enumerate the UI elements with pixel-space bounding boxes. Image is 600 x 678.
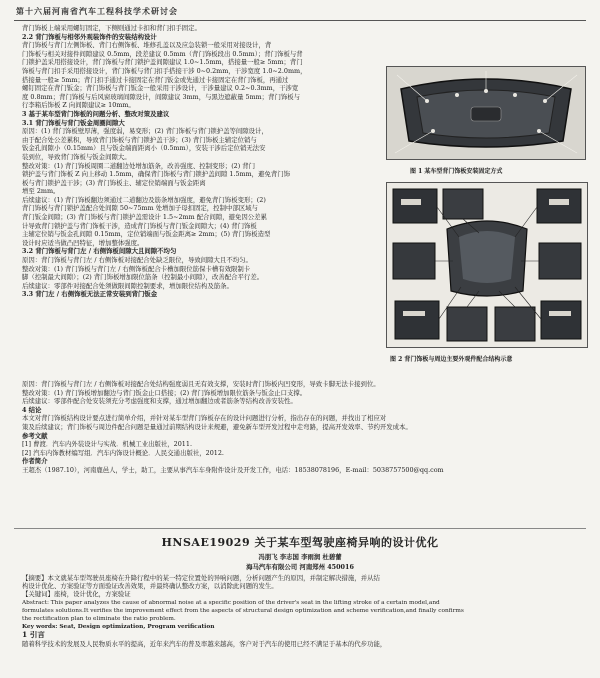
text-line: 原因：背门饰板与背门左 / 右侧饰板对接配合处结构强度弱且无有效支撑，安装时背门饰板内凹变形，导致卡脚无法卡接到位。 (22, 380, 380, 388)
section-heading: 3 基于某车型背门饰板的问题分析、整改对策及建议 (22, 109, 170, 118)
text-line: 增至 2mm。 (22, 187, 60, 196)
text-line: 背门饰板与背门锁护盖配合处间隙 50~75mm 处增加子母扣固定，控制中部区域与 (22, 204, 258, 213)
text-line: 门锁护盖采用搭接设计，背门饰板与背门锁护盖间隙建议 1.0~1.5mm，搭接量一般≥ 5mm；背门 (22, 58, 303, 67)
reference-item: [1] 曹渡．汽车内外装设计与实战．机械工业出版社，2011. (22, 440, 192, 449)
text-line: 计导致背门锁护盖与背门饰板干涉，造成背门饰板与背门钣金间隙大；(4) 背门饰板 (22, 221, 257, 230)
figure-1-drawing (387, 67, 585, 159)
section-heading: 3.3 背门左 / 右侧饰板无法正常安装到背门钣金 (22, 290, 158, 299)
text-line: 度 0.8mm；背门饰板与后风窗玻璃间隙设计，间隙建议 3mm，与黑边遮蔽量 5mm；背门饰板与 (22, 92, 301, 101)
abstract-en: formulates solutions.It verifies the improvement effect from the aspects of structural design optimization and scheme verification,and finally confirms (22, 607, 464, 614)
next-paper-title: HNSAE19029 关于某车型驾驶座椅异响的设计优化 (161, 536, 439, 549)
text-line: 脚（控制最大间隙）；(2) 背门饰板增加限位筋条（控制最小间隙），改善配合平行差。 (22, 273, 264, 282)
figure-1-caption: 图 1 某车型背门饰板安装固定方式 (410, 168, 503, 175)
text-line: 饰板与背门扣手采用搭接设计，背门饰板与背门扣手搭接干涉 0~0.2mm，干涉宽度 1.0~2.0mm， (22, 66, 307, 75)
next-paper-authors: 冯朋飞 李志国 李雨润 杜碧蕾 (258, 553, 342, 561)
abstract-en: Abstract: This paper analyzes the cause of abnormal noise at a specific position of the driver's seat in the lifting stroke of a certain model,and (22, 599, 440, 606)
references-heading: 参考文献 (22, 431, 48, 440)
text-line: 行李箱后饰板 Z 向间隙建议≥ 10mm。 (22, 101, 135, 110)
section-heading: 3.2 背门饰板与背门左 / 右侧饰板间隙大且间隙不均匀 (22, 247, 177, 256)
text-line: 后续建议：(1) 背门饰板翻边须通过二道翻边及筋条增加强度，避免背门饰板变形；(2) (22, 195, 266, 204)
page-header: 第十六届河南省汽车工程科技学术研讨会 (16, 6, 178, 16)
text-line: 由于配合处公差累积，导致背门饰板与背门锁护盖干涉；(3) 背门饰板主辅定位销与 (22, 135, 257, 144)
text-line: 搭接量一般≥ 5mm；背门扣手通过卡接固定在背门钣金或先通过卡接固定在背门饰板，再通过 (22, 75, 289, 84)
text-line: 整改对策：(1) 背门饰板周圈二道翻边处增加筋条，改善强度、控制变形；(2) 背门 (22, 161, 256, 170)
left-column (22, 24, 306, 299)
text-line: 后续建议：零部件配合处安装须充分考虑强度和支撑，通过增加翻边或者筋条等结构改善安装性。 (22, 397, 297, 406)
text-line: 门饰板与相关对接件间隙建议 0.5mm，段差建议 0.5mm（背门饰板段出 0.5mm）；背门饰板与背 (22, 49, 303, 58)
text-line: 板与背门锁护盖干涉；(3) 背门饰板主、辅定位销端面与钣金距离 (22, 178, 206, 187)
text-line: 螺钉固定在背门钣金；背门饰板与背门钣金一般采用干涉设计，干涉量建议 0.2~0.3mm，干涉宽 (22, 84, 299, 93)
section-heading: 1 引言 (22, 631, 45, 640)
reference-item: [2] 汽车内饰教材编写组．汽车内饰设计概论．人民交通出版社，2012. (22, 448, 224, 457)
abstract-en: the rectification plan to eliminate the ratio problem. (22, 616, 176, 623)
paper-divider (14, 528, 586, 529)
text-line: 主辅定位销与钣金孔间隙 0.15mm，定位销端面与钣金距离≥ 2mm；(5) 背门饰板造型 (22, 230, 271, 239)
section-heading: 4 结论 (22, 405, 42, 414)
text-line: 整改对策：(1) 背门饰板与背门左 / 右侧饰板配合卡槽加限位筋保卡槽有效限制卡 (22, 264, 251, 273)
abstract-cn: 【摘要】本文就某车型驾驶员座椅在升降行程中的某一特定位置处的异响问题，分析问题产生的原因，并制定解决措施，并从结 (22, 574, 380, 582)
figure-2-caption: 图 2 背门饰板与周边主要外观件配合结构示意 (390, 356, 513, 363)
text-line: 装到位，导致背门饰板与钣金间隙大。 (22, 152, 131, 161)
text-line: 背门饰板上端采用螺钉固定，下侧则通过卡扣和背门扣手固定。 (22, 24, 201, 32)
text-line: 原因：背门饰板与背门左 / 右侧饰板对接配合处缺乏限位，导致间隙大且不均匀。 (22, 256, 252, 265)
text-line: 原因：(1) 背门饰板壁厚薄，强度弱，易变形；(2) 背门饰板与背门锁护盖等间隙设计， (22, 127, 268, 136)
full-width-text (22, 380, 582, 475)
section-heading: 2.2 背门饰板与相邻外观装饰件的安装结构设计 (22, 32, 157, 41)
figure-2-drawing (387, 183, 587, 347)
author-bio: 王超杰（1987.10），河南鹿邑人，学士，助工，主要从事汽车车身附件设计及开发工作，电话：18538078196，E-mail：5038757500@qq.com (22, 465, 444, 474)
next-paper-abstract (22, 574, 582, 648)
text-line: 背门钣金间隙；(3) 背门饰板与背门锁护盖需设计 1.5~2mm 配合间隙，避免因公差累 (22, 213, 267, 222)
text-line: 钣金孔间隙小（0.15mm）且与钣金端面距离小（0.5mm），安装干涉后定位销无法安 (22, 144, 266, 153)
section-heading: 3.1 背门饰板与背门钣金周圈间隙大 (22, 118, 125, 127)
next-paper-affiliation: 海马汽车有限公司 河南郑州 450016 (246, 563, 354, 571)
abstract-cn: 构设计优化、方案验证等方面验证改善效果，并最终确认整改方案，以消除此问题的发生。 (22, 582, 278, 591)
header-rule (14, 20, 586, 21)
author-bio-heading: 作者简介 (22, 457, 48, 466)
text-line: 本文对背门饰板结构设计要点进行简单介绍，并针对某车型背门饰板存在的设计问题进行分析，指出存在的问题，并找出了相应对 (22, 414, 387, 423)
text-line: 策及后续建议；背门饰板与周边件配合问题是量通过前期结构设计来规避，避免新车型开发过程中走弯路，提高开发效率、节约开发成本。 (22, 422, 412, 431)
keywords-en: Key words: Seat, Design optimization, Program verification (22, 624, 215, 631)
figure-1 (386, 66, 586, 160)
keywords-cn: 【关键词】座椅，设计优化，方案验证 (22, 590, 131, 599)
text-line: 锁护盖与背门饰板 Z 向上移动 1.5mm，确保背门饰板与背门锁护盖间隙 1.5mm，避免背门饰 (22, 170, 291, 179)
text-line: 设计时应适当做凸凹特征，增加整体强度。 (22, 238, 144, 247)
text-line: 背门饰板与背门左侧饰板、背门右侧饰板、堆修孔盖以及应急装锁一般采用对接设计，背 (22, 41, 272, 50)
text-line: 后续建议：零部件对接配合处须做限间隙控制要求，增加限位结构及筋条。 (22, 281, 233, 290)
intro-text: 随着科学技术的发展及人民物质水平的提高，近年来汽车的普及率越来越高，客户对于汽车的使用已经不满足于基本的代步功能， (22, 639, 387, 648)
text-line: 整改对策：(1) 背门饰板增加翻边与背门钣金止口搭接；(2) 背门饰板增加限位筋条与钣金止口支撑。 (22, 388, 307, 397)
figure-2 (386, 182, 588, 348)
